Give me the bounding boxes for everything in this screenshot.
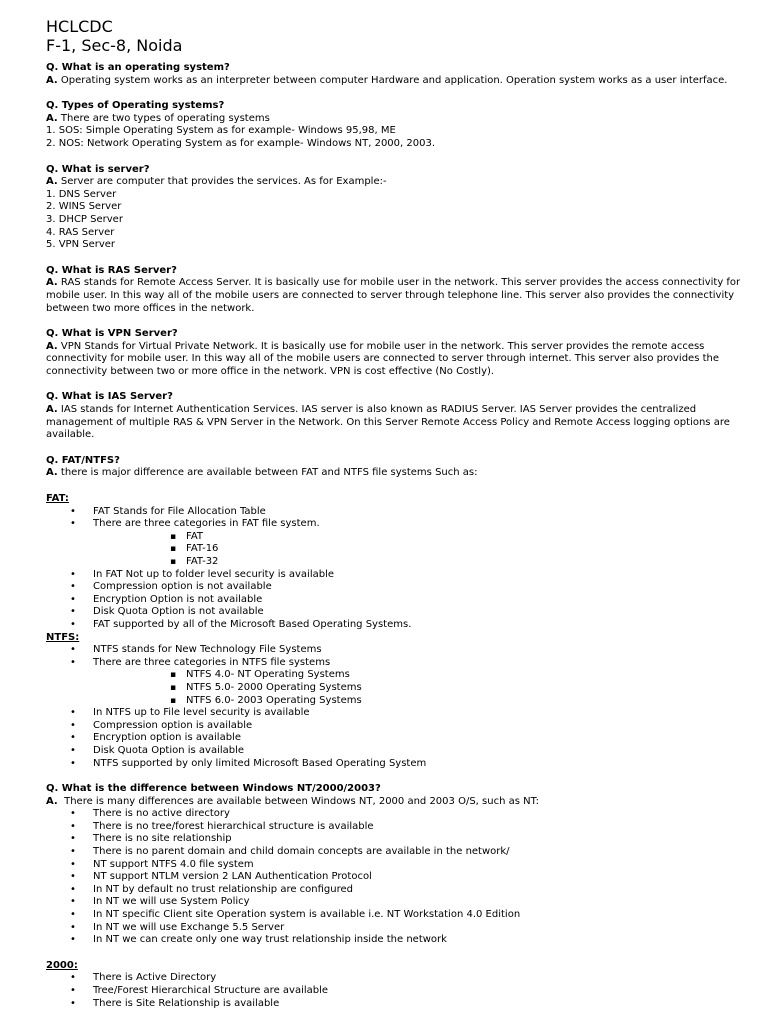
question: Q. What is server? bbox=[46, 163, 150, 175]
answer-text: There are two types of operating systems bbox=[60, 112, 270, 124]
list-item: • There is Site Relationship is available bbox=[46, 998, 746, 1011]
w2000-heading: 2000: bbox=[46, 959, 78, 971]
qa-vpn bbox=[46, 328, 746, 378]
ntfs-heading: NTFS: bbox=[46, 631, 80, 643]
list-item: • In NT by default no trust relationship are configured bbox=[46, 884, 746, 897]
qa-fat-ntfs bbox=[46, 455, 746, 480]
nt-list bbox=[46, 808, 746, 947]
list-item: • Tree/Forest Hierarchical Structure are available bbox=[46, 985, 746, 998]
list-item: • In FAT Not up to folder level security is available bbox=[46, 569, 746, 582]
answer bbox=[46, 467, 746, 480]
list-item: • There is no active directory bbox=[46, 808, 746, 821]
list-item: • There are three categories in NTFS file systems bbox=[46, 657, 746, 670]
w2000-section bbox=[46, 960, 746, 1010]
fat-list-cont bbox=[46, 569, 746, 632]
sub-list-item: ▪ NTFS 4.0- NT Operating Systems bbox=[46, 669, 746, 682]
question: Q. What is the difference between Windows NT/2000/2003? bbox=[46, 783, 381, 795]
qa-ias bbox=[46, 391, 746, 441]
fat-list bbox=[46, 506, 746, 531]
qa-server bbox=[46, 164, 746, 252]
answer bbox=[46, 113, 746, 126]
header-address: F-1, Sec-8, Noida bbox=[46, 36, 183, 55]
answer-prefix: A. bbox=[46, 795, 58, 807]
list-item: • Encryption option is available bbox=[46, 732, 746, 745]
list-item: • Compression option is not available bbox=[46, 581, 746, 594]
question: Q. What is VPN Server? bbox=[46, 328, 178, 340]
answer-text: there is major difference are available between FAT and NTFS file systems Such as: bbox=[60, 467, 478, 479]
sub-list-item: ▪ FAT bbox=[46, 531, 746, 544]
ntfs-list bbox=[46, 644, 746, 669]
list-item: • There is no parent domain and child domain concepts are available in the network/ bbox=[46, 846, 746, 859]
list-item: • In NTFS up to File level security is available bbox=[46, 707, 746, 720]
sub-list-item: ▪ NTFS 5.0- 2000 Operating Systems bbox=[46, 682, 746, 695]
answer-prefix: A. bbox=[46, 74, 58, 86]
list-line: 1. DNS Server bbox=[46, 188, 117, 200]
question: Q. Types of Operating systems? bbox=[46, 100, 225, 112]
qa-os bbox=[46, 62, 746, 87]
list-item: • There is no site relationship bbox=[46, 833, 746, 846]
answer bbox=[46, 341, 746, 379]
answer-text: RAS stands for Remote Access Server. It is basically use for mobile user in the network. This server provides the access connectivity for mobile user. In this way all of the mobile users are connected to server through telephone line. This server also provides the connectivity between two more offices in the network. bbox=[46, 277, 741, 314]
list-item: • NTFS stands for New Technology File Systems bbox=[46, 644, 746, 657]
answer-prefix: A. bbox=[46, 277, 58, 289]
answer-text: Server are computer that provides the services. As for Example:- bbox=[60, 176, 387, 188]
answer-prefix: A. bbox=[46, 176, 58, 188]
answer-prefix: A. bbox=[46, 404, 58, 416]
sub-list-item: ▪ FAT-32 bbox=[46, 556, 746, 569]
answer-text: There is many differences are available between Windows NT, 2000 and 2003 O/S, such as NT: bbox=[64, 795, 539, 807]
answer bbox=[46, 176, 746, 189]
fat-sublist bbox=[46, 531, 746, 569]
header-org: HCLCDC bbox=[46, 17, 113, 36]
list-line: 2. NOS: Network Operating System as for example- Windows NT, 2000, 2003. bbox=[46, 137, 436, 149]
answer-prefix: A. bbox=[46, 467, 58, 479]
w2000-list bbox=[46, 972, 746, 1010]
list-item: • NT support NTLM version 2 LAN Authentication Protocol bbox=[46, 871, 746, 884]
list-item: • There is Active Directory bbox=[46, 972, 746, 985]
list-line: 1. SOS: Simple Operating System as for example- Windows 95,98, ME bbox=[46, 125, 396, 137]
list-line: 4. RAS Server bbox=[46, 226, 115, 238]
list-item: • FAT supported by all of the Microsoft Based Operating Systems. bbox=[46, 619, 746, 632]
list-item: • Disk Quota Option is available bbox=[46, 745, 746, 758]
list-item: • FAT Stands for File Allocation Table bbox=[46, 506, 746, 519]
answer bbox=[46, 277, 746, 315]
answer-text: IAS stands for Internet Authentication Services. IAS server is also known as RADIUS Server. IAS Server provides the centralized management of multiple RAS & VPN Server in the Network. On this Server Remote Access Policy and Remote Access logging options are available. bbox=[46, 404, 730, 441]
ntfs-section bbox=[46, 632, 746, 771]
list-item: • NTFS supported by only limited Microsoft Based Operating System bbox=[46, 758, 746, 771]
list-item: • In NT we can create only one way trust relationship inside the network bbox=[46, 934, 746, 947]
sub-list-item: ▪ FAT-16 bbox=[46, 543, 746, 556]
ntfs-sublist bbox=[46, 669, 746, 707]
fat-heading: FAT: bbox=[46, 493, 69, 505]
ntfs-list-cont bbox=[46, 707, 746, 770]
answer bbox=[46, 796, 746, 809]
fat-section bbox=[46, 493, 746, 632]
question: Q. What is an operating system? bbox=[46, 62, 230, 73]
list-item: • Disk Quota Option is not available bbox=[46, 606, 746, 619]
answer-text: VPN Stands for Virtual Private Network. It is basically use for mobile user in the network. This server provides the remote access connectivity for mobile user. In this way all of the mobile users are connected to server through internet. This server also provides the connectivity between two or more office in the network. VPN is cost effective (No Costly). bbox=[46, 340, 720, 377]
list-item: • There are three categories in FAT file system. bbox=[46, 518, 746, 531]
qa-nt-difference bbox=[46, 783, 746, 947]
list-item: • There is no tree/forest hierarchical structure is available bbox=[46, 821, 746, 834]
answer bbox=[46, 75, 746, 88]
qa-os-types bbox=[46, 100, 746, 150]
list-item: • In NT we will use Exchange 5.5 Server bbox=[46, 922, 746, 935]
question: Q. What is IAS Server? bbox=[46, 391, 173, 403]
question: Q. FAT/NTFS? bbox=[46, 454, 120, 466]
answer-text: Operating system works as an interpreter between computer Hardware and application. Operation system works as a user interface. bbox=[60, 74, 728, 86]
list-item: • In NT specific Client site Operation system is available i.e. NT Workstation 4.0 Edition bbox=[46, 909, 746, 922]
list-item: • In NT we will use System Policy bbox=[46, 896, 746, 909]
answer-prefix: A. bbox=[46, 112, 58, 124]
sub-list-item: ▪ NTFS 6.0- 2003 Operating Systems bbox=[46, 695, 746, 708]
answer-prefix: A. bbox=[46, 340, 58, 352]
answer bbox=[46, 404, 746, 442]
list-line: 2. WINS Server bbox=[46, 201, 122, 213]
list-line: 5. VPN Server bbox=[46, 239, 116, 251]
list-item: • Encryption Option is not available bbox=[46, 594, 746, 607]
document-page bbox=[46, 17, 746, 1010]
list-item: • Compression option is available bbox=[46, 720, 746, 733]
list-line: 3. DHCP Server bbox=[46, 213, 123, 225]
list-item: • NT support NTFS 4.0 file system bbox=[46, 859, 746, 872]
question: Q. What is RAS Server? bbox=[46, 264, 177, 276]
qa-ras bbox=[46, 265, 746, 315]
